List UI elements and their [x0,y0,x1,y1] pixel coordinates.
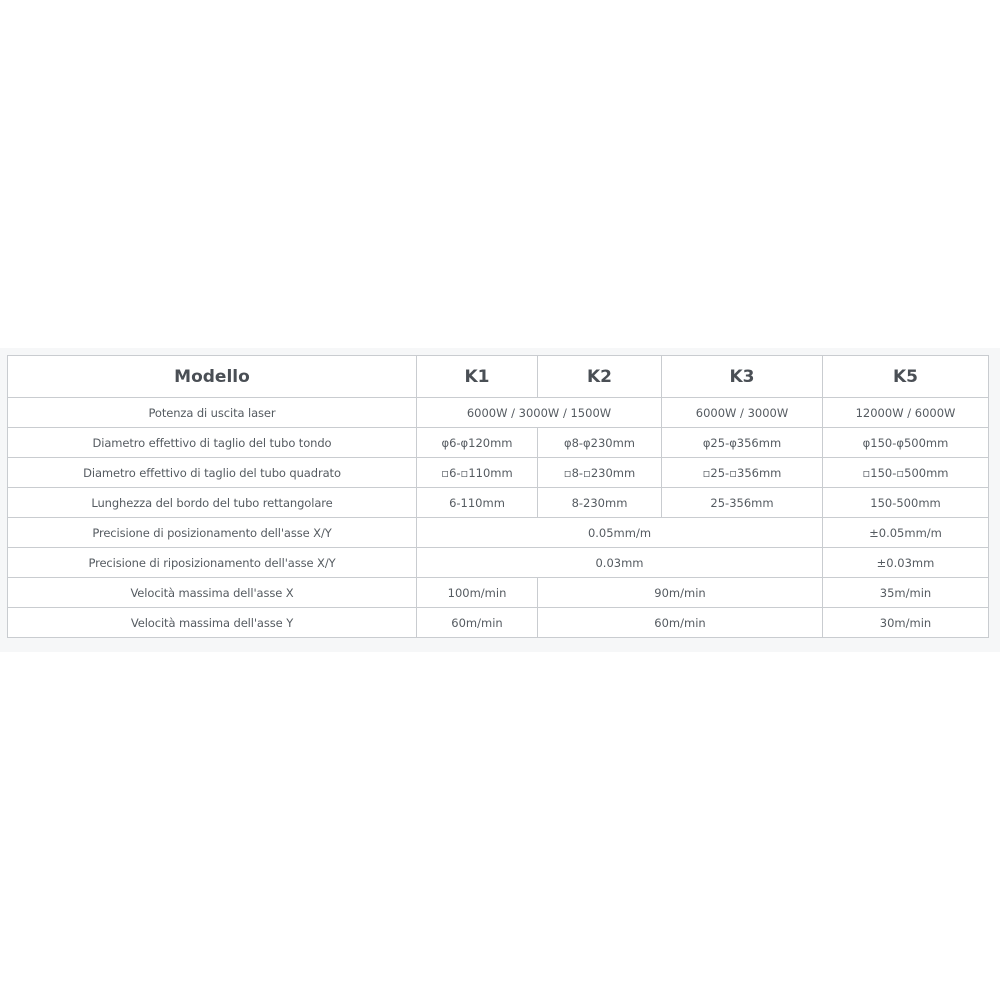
cell-k2: φ8-φ230mm [538,428,662,458]
cell-k5: 150-500mm [823,488,989,518]
cell-k5: 30m/min [823,608,989,638]
header-k3: K3 [662,356,823,398]
cell-k3: ▫25-▫356mm [662,458,823,488]
cell-k2-k3: 90m/min [538,578,823,608]
table-row [8,488,989,518]
spec-table [7,355,989,638]
cell-k1-k3: 0.03mm [417,548,823,578]
row-label: Lunghezza del bordo del tubo rettangolare [8,488,417,518]
cell-k1: 60m/min [417,608,538,638]
table-row [8,458,989,488]
cell-k5: 35m/min [823,578,989,608]
table-row [8,578,989,608]
cell-k5: ±0.03mm [823,548,989,578]
cell-k1: φ6-φ120mm [417,428,538,458]
row-label: Velocità massima dell'asse X [8,578,417,608]
table-row [8,398,989,428]
header-model: Modello [8,356,417,398]
row-label: Velocità massima dell'asse Y [8,608,417,638]
cell-k1-k2: 6000W / 3000W / 1500W [417,398,662,428]
cell-k2: ▫8-▫230mm [538,458,662,488]
row-label: Precisione di riposizionamento dell'asse X/Y [8,548,417,578]
cell-k2-k3: 60m/min [538,608,823,638]
row-label: Precisione di posizionamento dell'asse X/Y [8,518,417,548]
table-row [8,518,989,548]
header-k5: K5 [823,356,989,398]
table-row [8,608,989,638]
cell-k5: φ150-φ500mm [823,428,989,458]
row-label: Diametro effettivo di taglio del tubo tondo [8,428,417,458]
cell-k1: 6-110mm [417,488,538,518]
cell-k2: 8-230mm [538,488,662,518]
cell-k5: ▫150-▫500mm [823,458,989,488]
table-row [8,548,989,578]
cell-k5: 12000W / 6000W [823,398,989,428]
cell-k1: 100m/min [417,578,538,608]
cell-k1-k3: 0.05mm/m [417,518,823,548]
cell-k3: φ25-φ356mm [662,428,823,458]
cell-k3: 6000W / 3000W [662,398,823,428]
cell-k1: ▫6-▫110mm [417,458,538,488]
table-row [8,428,989,458]
cell-k3: 25-356mm [662,488,823,518]
row-label: Diametro effettivo di taglio del tubo quadrato [8,458,417,488]
table-header-row [8,356,989,398]
row-label: Potenza di uscita laser [8,398,417,428]
header-k2: K2 [538,356,662,398]
header-k1: K1 [417,356,538,398]
cell-k5: ±0.05mm/m [823,518,989,548]
